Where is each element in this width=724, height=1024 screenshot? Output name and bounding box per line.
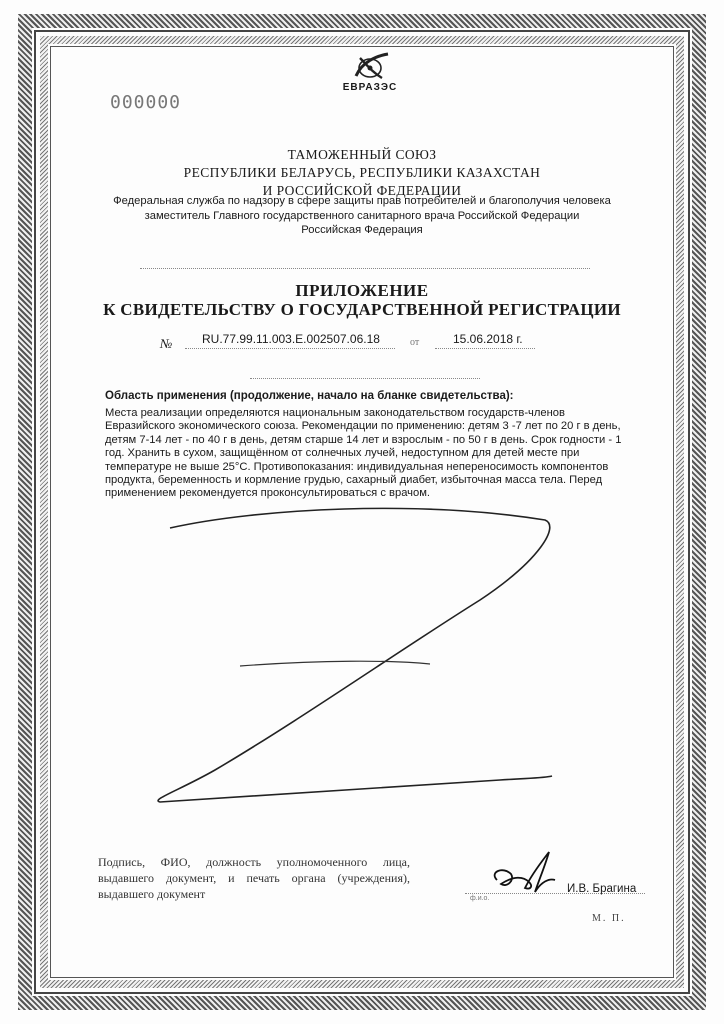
fio-caption: ф.и.о. — [470, 895, 490, 902]
form-serial-number: 000000 — [110, 92, 182, 113]
document-title: ПРИЛОЖЕНИЕ — [295, 281, 429, 300]
seal-mark: М. П. — [592, 913, 626, 924]
divider-small — [250, 378, 480, 379]
customs-union-header — [0, 146, 724, 200]
document-subtitle: К СВИДЕТЕЛЬСТВУ О ГОСУДАРСТВЕННОЙ РЕГИСТРАЦИИ — [103, 300, 621, 319]
authority-line-3: Российская Федерация — [301, 224, 423, 236]
scope-heading: Область применения (продолжение, начало на бланке свидетельства): — [105, 390, 514, 402]
number-label: № — [160, 336, 173, 351]
handwritten-signature — [485, 846, 565, 906]
authority-line-1: Федеральная служба по надзору в сфере защиты прав потребителей и благополучия человека — [113, 195, 611, 207]
date-label: от — [410, 337, 420, 348]
registration-number-underline — [185, 348, 395, 349]
divider — [140, 268, 590, 269]
registration-date-underline — [435, 348, 535, 349]
eurasec-logo — [330, 50, 410, 100]
union-line-2: РЕСПУБЛИКИ БЕЛАРУСЬ, РЕСПУБЛИКИ КАЗАХСТАН — [183, 165, 541, 180]
registration-date: 15.06.2018 г. — [453, 332, 523, 346]
issuing-authority — [0, 194, 724, 238]
union-line-1: ТАМОЖЕННЫЙ СОЮЗ — [287, 147, 437, 162]
authority-line-2: заместитель Главного государственного санитарного врача Российской Федерации — [144, 209, 580, 222]
signature-label: Подпись, ФИО, должность уполномоченного лица, выдавшего документ, и печать органа (учреждения), выдавшего документ — [98, 855, 410, 901]
logo-text: ЕВРАЗЭС — [342, 82, 398, 93]
signer-name: И.В. Брагина — [567, 883, 637, 895]
scope-text: Места реализации определяются национальным законодательством государств-членов Евразийского экономического союза. Рекомендации по применению: детям 3 -7 лет по 20 г в день, детям 7-14 лет - по 40 г в день, детям старше 14 лет и взрослым - по 50 г в день. Срок годности - 1 год. Хранить в сухом, защищённом от солнечных лучей, недоступном для детей месте при температуре не выше 25°С. Противопоказания: индивидуальная непереносимость компонентов продукта, беременность и кормление грудью, сахарный диабет, избыточная масса тела. Перед применением рекомендуется проконсультироваться с врачом. — [105, 407, 622, 500]
union-line-3: И РОССИЙСКОЙ ФЕДЕРАЦИИ — [262, 183, 462, 198]
registration-line — [0, 332, 724, 352]
registration-number: RU.77.99.11.003.E.002507.06.18 — [202, 332, 380, 346]
eurasec-emblem-icon — [346, 50, 394, 84]
signature-underline — [465, 893, 645, 894]
